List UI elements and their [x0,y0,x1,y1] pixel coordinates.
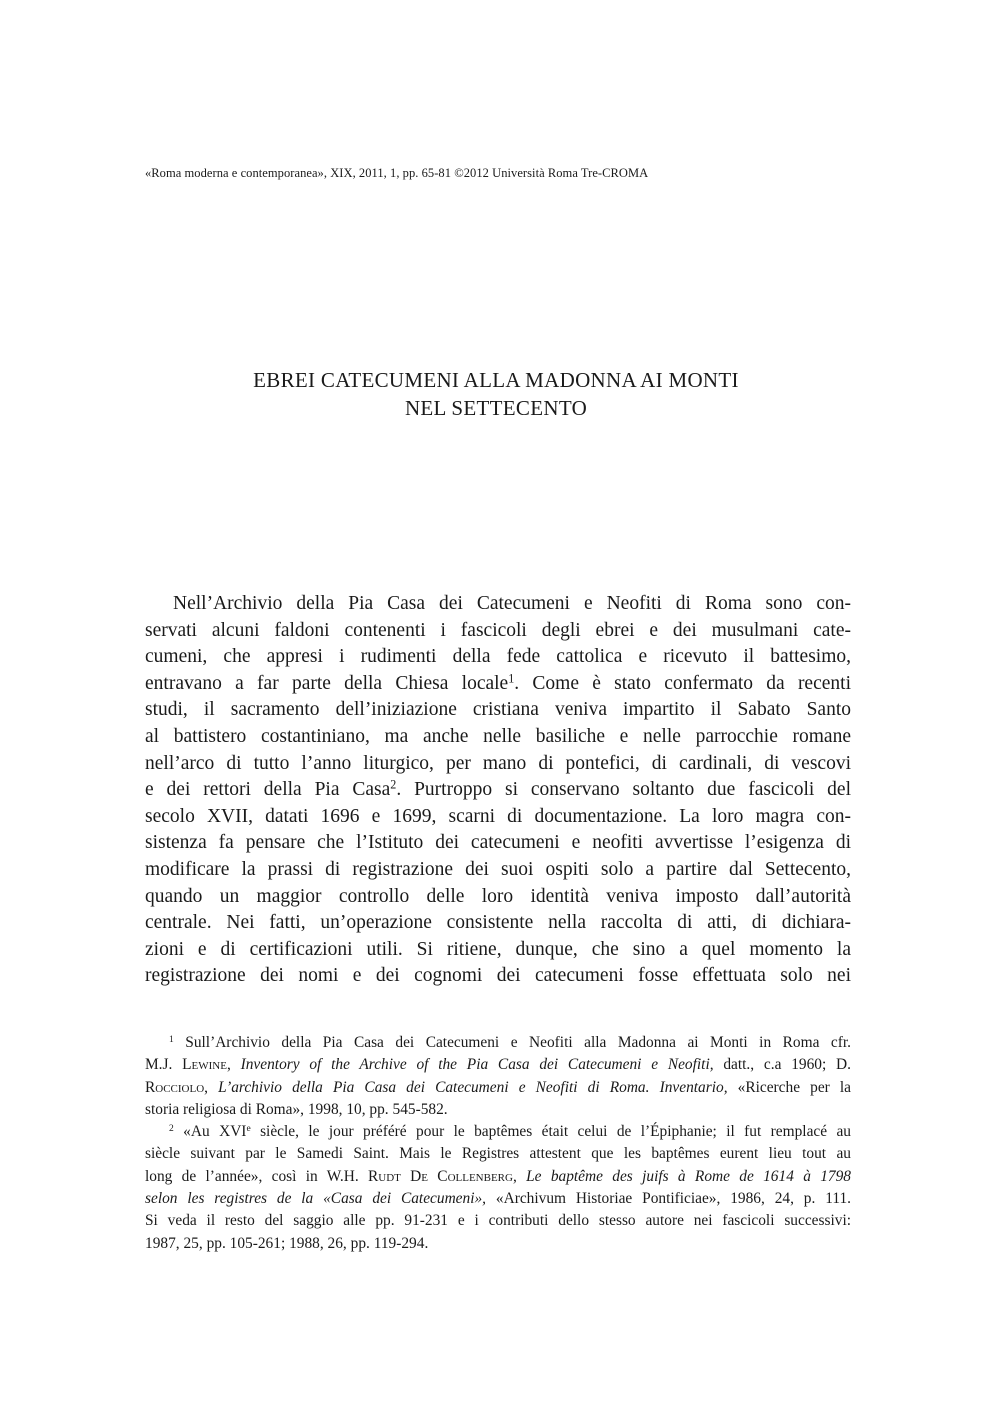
footnote-work-title: selon les registres de la «Casa dei Catecumeni», [145,1190,487,1208]
footnote-text: , [512,1167,527,1185]
body-text [145,591,851,990]
footnote-1-line [145,1054,851,1076]
footnote-ref-2[interactable]: 2 [390,777,397,792]
footnote-text: «Ricerche per la [727,1078,852,1096]
footnotes [145,1032,851,1255]
body-line-part: . Purtroppo si conservano soltanto due fascicoli del [396,779,851,801]
body-line-part: . Come è stato confermato da recenti [514,672,851,694]
article-title-line-2: NEL SETTECENTO [404,396,588,420]
footnote-text: datt., c.a 1960; D. [713,1056,851,1074]
footnote-author: M.J. Lewine [145,1056,227,1074]
footnote-2-line: siècle suivant par le Samedi Saint. Mais le Registres attestent que les baptêmes eurent lieu tout au [145,1145,851,1163]
footnote-number-2: 2 [169,1122,174,1134]
body-line: al battistero costantiniano, ma anche nelle basiliche e nelle parrocchie romane [145,725,851,747]
body-line: studi, il sacramento dell’iniziazione cristiana veniva impartito il Sabato Santo [145,699,851,721]
footnote-work-title: Inventory of the Archive of the Pia Casa dei Catecumeni e Neofiti, [240,1056,714,1074]
footnote-2-line: 1987, 25, pp. 105-261; 1988, 26, pp. 119-294. [145,1234,429,1252]
footnote-superscript: e [246,1122,251,1134]
footnote-text: long de l’année», così in W.H. [145,1167,368,1185]
footnote-text: Sull’Archivio della Pia Casa dei Catecumeni e Neofiti alla Madonna ai Monti in Roma cfr. [185,1034,851,1051]
footnote-text: siècle, le jour préféré pour le baptêmes était celui de l’Épiphanie; il fut remplacé au [250,1123,851,1141]
footnote-work-title: L’archivio della Pia Casa dei Catecumeni e Neofiti di Roma. Inventario, [218,1078,728,1096]
body-line: registrazione dei nomi e dei cognomi dei catecumeni fosse effettuata solo nei [145,965,851,987]
footnote-text: «Archivum Historiae Pontificiae», 1986, 24, p. 111. [486,1190,851,1208]
body-line-part: entravano a far parte della Chiesa locale [145,672,509,694]
footnote-author: Rudt De Collenberg [367,1167,513,1185]
body-line [145,671,851,698]
body-line: Nell’Archivio della Pia Casa dei Catecumeni e Neofiti di Roma sono con- [173,593,851,614]
body-line: nell’arco di tutto l’anno liturgico, per mano di pontefici, di cardinali, di vescovi [145,752,851,774]
body-line: servati alcuni faldoni contenenti i fascicoli degli ebrei e dei musulmani cate- [145,619,851,641]
body-line: quando un maggior controllo delle loro identità veniva imposto dall’autorità [145,885,851,907]
footnote-1-line [145,1077,851,1099]
footnote-2-line [145,1166,851,1188]
body-line: sistenza fa pensare che l’Istituto dei catecumeni e neofiti avvertisse l’esigenza di [145,832,851,854]
footnote-ref-1[interactable]: 1 [508,671,515,686]
footnote-work-title: Le baptême des juifs à Rome de 1614 à 1798 [526,1167,851,1185]
footnote-1-line [145,1032,851,1054]
body-line [145,777,851,804]
body-line: cumeni, che appresi i rudimenti della fede cattolica e ricevuto il battesimo, [145,646,851,668]
body-line: centrale. Nei fatti, un’operazione consistente nella raccolta di atti, di dichiara- [145,912,851,934]
footnote-2-line [145,1121,851,1143]
body-line: secolo XVII, datati 1696 e 1699, scarni di documentazione. La loro magra con- [145,805,851,827]
body-line: modificare la prassi di registrazione dei suoi ospiti solo a partire dal Settecento, [145,858,851,880]
footnote-text: «Au XVI [183,1123,247,1141]
running-head: «Roma moderna e contemporanea», XIX, 2011, 1, pp. 65-81 ©2012 Università Roma Tre-CROMA [145,166,649,180]
footnote-text: , [226,1056,241,1074]
footnote-author: Rocciolo [145,1078,205,1096]
body-line-part: e dei rettori della Pia Casa [145,779,391,801]
footnote-2-line: Si veda il resto del saggio alle pp. 91-231 e i contributi dello stesso autore nei fascicoli successivi: [145,1212,851,1230]
footnote-1-line: storia religiosa di Roma», 1998, 10, pp. 545-582. [145,1100,448,1118]
article-title-line-1: EBREI CATECUMENI ALLA MADONNA AI MONTI [253,368,739,392]
body-line: zioni e di certificazioni utili. Si ritiene, dunque, che sino a quel momento la [145,938,851,960]
footnote-2-line [145,1188,851,1210]
footnote-text: , [204,1078,219,1096]
footnote-number-1: 1 [169,1033,174,1045]
